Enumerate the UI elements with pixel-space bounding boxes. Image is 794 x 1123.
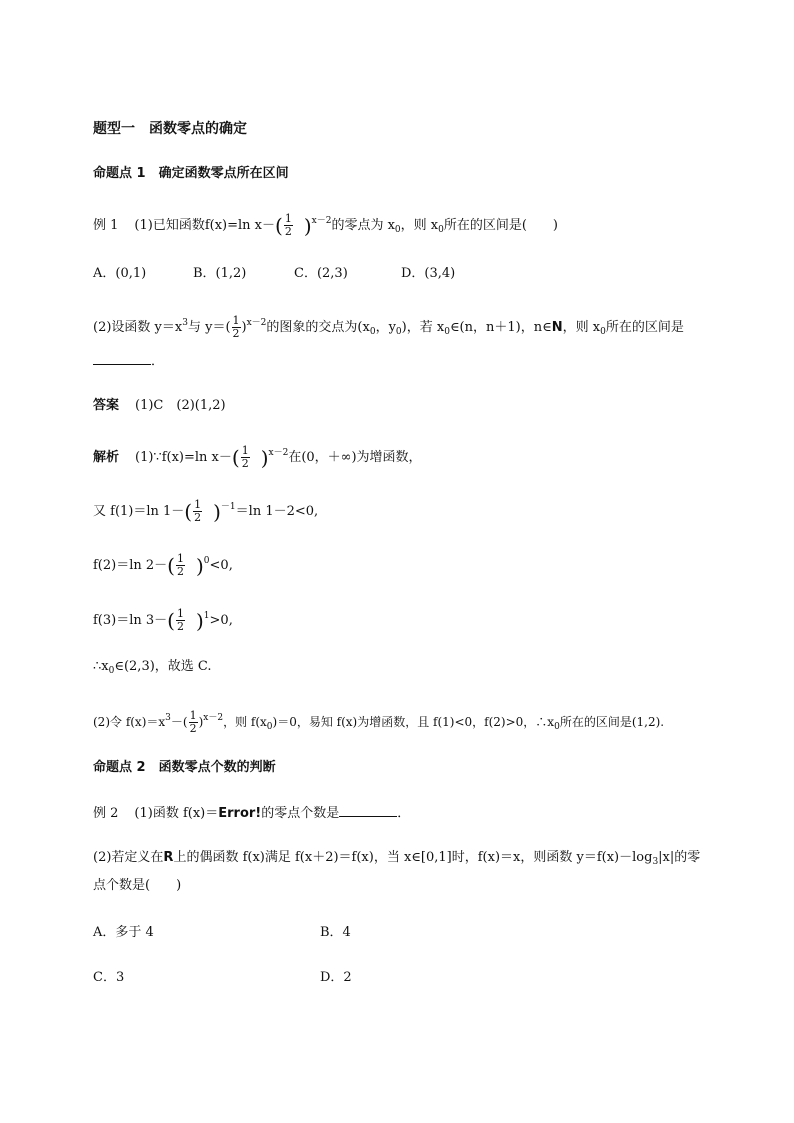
fraction-one-half: $\frac{1}{2}$ — [194, 498, 202, 524]
answer-blank — [339, 804, 397, 817]
fraction-one-half: $\frac{1}{2}$ — [232, 314, 240, 340]
answer-line — [93, 397, 226, 415]
ex2-option-d: D．2 — [320, 970, 352, 985]
error-text: Error! — [218, 806, 262, 821]
example2-label: 例 2 — [93, 806, 119, 821]
fraction-one-half: $\frac{1}{2}$ — [189, 709, 197, 735]
answer-blank-line: ． — [93, 352, 164, 371]
ex2-option-a: A．多于 4 — [93, 925, 154, 940]
option-d: D．(3,4) — [401, 266, 456, 281]
example2-question1: 例 2 (1)函数 f(x)＝Error!的零点个数是 ． — [93, 806, 411, 821]
analysis-line-1: 解析 (1)∵f(x)=ln x－( $\frac{1}{2}$ )$^{x-2}$在(0，＋∞)为增函数， — [93, 444, 422, 470]
example1-question1: 例 1 (1)已知函数f(x)=ln x－( $\frac{1}{2}$ )$^{x-2}$的零点为 $x_0$，则 $x_0$所在的区间是( ) — [93, 212, 559, 238]
analysis-line-6: (2)令 $f(x)=x^3-$( $\frac{1}{2}$ )$^{x-2}$，则 $f(x_0)=0$，易知 f(x)为增函数，且 f(1)<0，f(2)>0，$\therefore x_0$所在的区间是(1,2). — [93, 709, 665, 735]
option-b: B．(1,2) — [193, 266, 247, 281]
analysis-line-4: f(3)＝ln 3－( $\frac{1}{2}$ )$^1$>0, — [93, 607, 233, 633]
answer-text: (1)C (2)(1,2) — [135, 398, 226, 413]
fraction-one-half: $\frac{1}{2}$ — [176, 552, 184, 578]
ex2-option-c: C．3 — [93, 970, 125, 985]
answer-blank — [93, 352, 151, 365]
ex2-option-b: B．4 — [320, 925, 351, 940]
example2-question2-line1: (2)若定义在R上的偶函数 f(x)满足 f(x＋2)＝f(x)，当 x∈[0,1]时，f(x)＝x，则函数 $y=f(x)-\log_3|x|$的零 — [93, 850, 701, 867]
option-c: C．(2,3) — [294, 266, 348, 281]
answer-label: 答案 — [93, 398, 120, 413]
fraction-one-half: $\frac{1}{2}$ — [241, 444, 249, 470]
fraction-one-half: $\frac{1}{2}$ — [284, 212, 292, 238]
example1-question2: (2)设函数 $y=x^3$与 y＝( $\frac{1}{2}$ )$^{x-2}$的图象的交点为($x_0$，$y_0$)，若 $x_0\in(n$，n＋1)，n∈N，则 $x_0$所在的区间是 — [93, 314, 684, 340]
example2-question2-line2: 点个数是( ) — [93, 878, 182, 893]
fraction-one-half: $\frac{1}{2}$ — [176, 607, 184, 633]
section-title: 题型一 函数零点的确定 — [93, 121, 247, 137]
analysis-line-3: f(2)＝ln 2－( $\frac{1}{2}$ )$^0$<0, — [93, 552, 233, 578]
analysis-line-5: $\therefore x_0\in(2,3)$，故选 C. — [93, 659, 212, 676]
analysis-line-2: 又 f(1)＝ln 1－( $\frac{1}{2}$ )$^{-1}$＝ln 1－2<0, — [93, 498, 319, 524]
analysis-label: 解析 — [93, 450, 120, 465]
example1-label: 例 1 — [93, 218, 119, 233]
point2-title: 命题点 2 函数零点个数的判断 — [93, 760, 276, 775]
point1-title: 命题点 1 确定函数零点所在区间 — [93, 166, 289, 181]
option-a: A．(0,1) — [93, 266, 147, 281]
